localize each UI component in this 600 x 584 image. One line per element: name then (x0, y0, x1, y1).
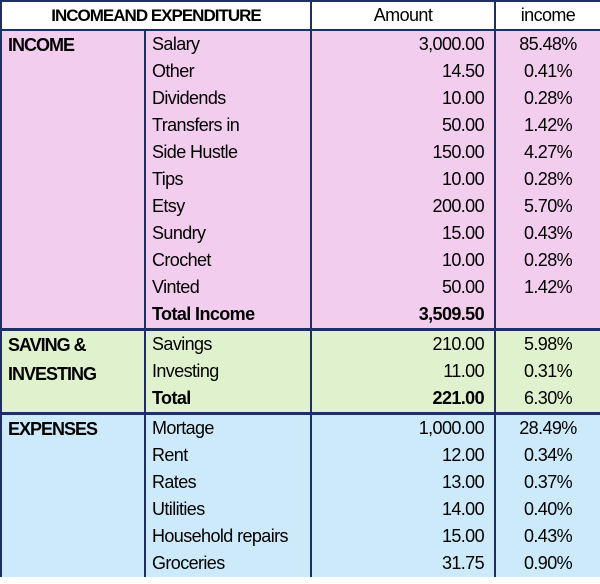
row-percent[interactable]: 0.41% (495, 58, 600, 85)
row-amount[interactable]: 12.00 (311, 442, 495, 469)
row-label[interactable]: Crochet (145, 247, 311, 274)
total-income-label[interactable]: Total Income (145, 301, 311, 330)
saving-total-label[interactable]: Total (145, 385, 311, 414)
row-label[interactable]: Transfers in (145, 112, 311, 139)
row-percent[interactable]: 28.49% (495, 414, 600, 443)
row-percent[interactable]: 0.28% (495, 247, 600, 274)
row-percent[interactable]: 0.34% (495, 442, 600, 469)
expenses-section (1, 414, 600, 578)
row-amount[interactable]: 31.75 (311, 550, 495, 577)
table-row (1, 330, 600, 359)
row-amount[interactable]: 200.00 (311, 193, 495, 220)
row-percent[interactable]: 0.40% (495, 496, 600, 523)
header-category[interactable]: INCOMEAND EXPENDITURE (1, 1, 311, 30)
table-row (1, 414, 600, 443)
saving-title-line1: SAVING & (8, 335, 86, 355)
row-percent[interactable]: 85.48% (495, 30, 600, 58)
row-percent[interactable]: 0.43% (495, 220, 600, 247)
saving-title-line2: INVESTING (8, 364, 97, 384)
saving-category-cell[interactable] (1, 330, 145, 414)
row-amount[interactable]: 14.00 (311, 496, 495, 523)
row-label[interactable]: Groceries (145, 550, 311, 577)
row-percent[interactable]: 0.90% (495, 550, 600, 577)
row-amount[interactable]: 150.00 (311, 139, 495, 166)
row-percent[interactable]: 0.37% (495, 469, 600, 496)
header-amount[interactable]: Amount (311, 1, 495, 30)
row-label[interactable]: Dividends (145, 85, 311, 112)
income-section (1, 30, 600, 330)
row-label[interactable]: Tips (145, 166, 311, 193)
table-row (1, 30, 600, 58)
row-label[interactable]: Savings (145, 330, 311, 359)
row-percent[interactable]: 5.98% (495, 330, 600, 359)
row-label[interactable]: Rates (145, 469, 311, 496)
row-amount[interactable]: 50.00 (311, 274, 495, 301)
row-percent[interactable]: 0.31% (495, 358, 600, 385)
row-amount[interactable]: 13.00 (311, 469, 495, 496)
row-label[interactable]: Other (145, 58, 311, 85)
row-label[interactable]: Salary (145, 30, 311, 58)
row-amount[interactable]: 210.00 (311, 330, 495, 359)
row-amount[interactable]: 14.50 (311, 58, 495, 85)
saving-total-percent[interactable]: 6.30% (495, 385, 600, 414)
total-income-percent[interactable] (495, 301, 600, 330)
row-label[interactable]: Vinted (145, 274, 311, 301)
row-label[interactable]: Utilities (145, 496, 311, 523)
row-percent[interactable]: 0.28% (495, 166, 600, 193)
row-amount[interactable]: 10.00 (311, 166, 495, 193)
row-amount[interactable]: 11.00 (311, 358, 495, 385)
header-row (1, 1, 600, 30)
row-amount[interactable]: 15.00 (311, 220, 495, 247)
row-label[interactable]: Investing (145, 358, 311, 385)
row-percent[interactable]: 1.42% (495, 274, 600, 301)
row-percent[interactable]: 4.27% (495, 139, 600, 166)
row-amount[interactable]: 3,000.00 (311, 30, 495, 58)
total-income-amount[interactable]: 3,509.50 (311, 301, 495, 330)
row-amount[interactable]: 10.00 (311, 247, 495, 274)
row-amount[interactable]: 1,000.00 (311, 414, 495, 443)
expenses-category-cell[interactable]: EXPENSES (1, 414, 145, 578)
row-label[interactable]: Mortage (145, 414, 311, 443)
row-label[interactable]: Side Hustle (145, 139, 311, 166)
row-label[interactable]: Rent (145, 442, 311, 469)
row-percent[interactable]: 0.28% (495, 85, 600, 112)
income-category-cell[interactable]: INCOME (1, 30, 145, 330)
row-amount[interactable]: 10.00 (311, 85, 495, 112)
row-amount[interactable]: 50.00 (311, 112, 495, 139)
saving-total-amount[interactable]: 221.00 (311, 385, 495, 414)
header-percent[interactable]: income (495, 1, 600, 30)
row-label[interactable]: Household repairs (145, 523, 311, 550)
row-amount[interactable]: 15.00 (311, 523, 495, 550)
row-label[interactable]: Etsy (145, 193, 311, 220)
row-percent[interactable]: 5.70% (495, 193, 600, 220)
row-label[interactable]: Sundry (145, 220, 311, 247)
row-percent[interactable]: 1.42% (495, 112, 600, 139)
saving-investing-section (1, 330, 600, 414)
row-percent[interactable]: 0.43% (495, 523, 600, 550)
